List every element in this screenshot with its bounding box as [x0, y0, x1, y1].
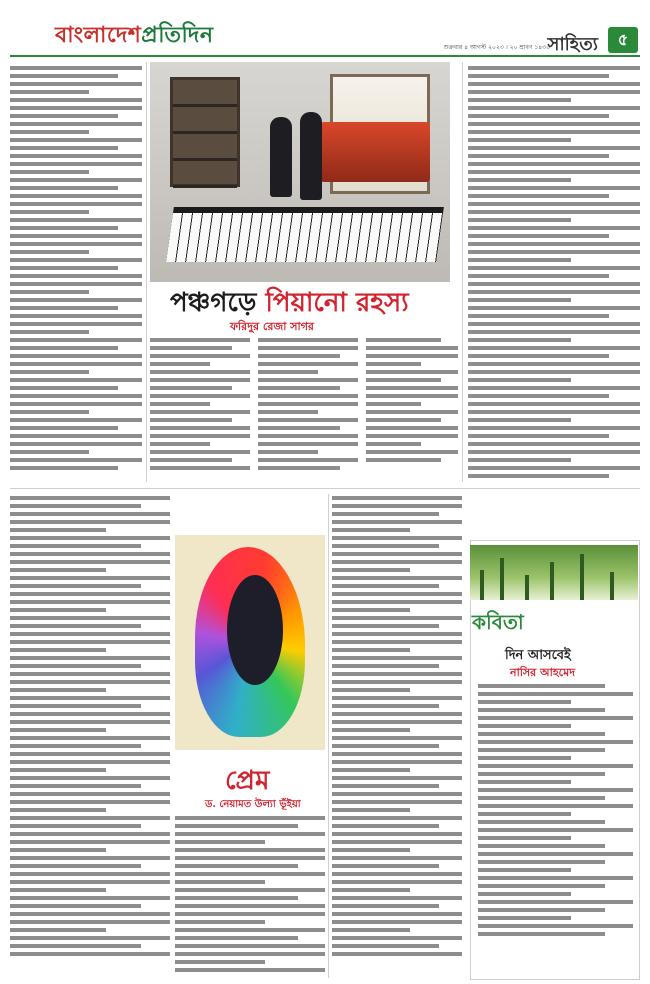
story1-column-right — [468, 66, 640, 486]
story2-illustration — [175, 535, 325, 750]
newspaper-logo — [55, 18, 214, 55]
logo-part1: বাংলাদেশ — [55, 22, 142, 48]
poem-illustration — [470, 545, 638, 600]
poem-author: নাসির আহমেদ — [510, 666, 575, 679]
story2-column-left — [10, 496, 170, 976]
poem-body — [478, 684, 633, 974]
story2-byline: ড. নেয়ামত উল্যা ভূঁইয়া — [205, 799, 301, 810]
story1-column-4 — [366, 338, 458, 478]
logo-part2: প্রতিদিন — [141, 22, 214, 48]
story1-headline-part1: পঞ্চগড়ে — [170, 288, 257, 318]
story2-column-middle — [332, 496, 462, 976]
column-rule — [462, 62, 463, 482]
story1-column-3 — [258, 338, 358, 478]
masthead — [0, 0, 650, 58]
story1-column-left — [10, 66, 142, 476]
poem-section-head: কবিতা — [472, 610, 524, 634]
story1-byline: ফরিদুর রেজা সাগর — [230, 320, 314, 333]
section-title: সাহিত্য — [547, 34, 598, 55]
column-rule — [146, 62, 147, 482]
story1-column-2 — [150, 338, 250, 478]
page-number-badge: ৫ — [608, 27, 638, 53]
dateline: শুক্রবার ৪ আগস্ট ২০২৩ । ২০ শ্রাবণ ১৪৩০ — [443, 44, 550, 51]
story1-headline-part2: পিয়ানো রহস্য — [265, 288, 409, 318]
masthead-rule — [10, 55, 640, 57]
story1-illustration — [150, 62, 450, 282]
section-divider — [10, 488, 640, 489]
poem-title: দিন আসবেই — [505, 648, 571, 663]
story2-headline: প্রেম — [225, 766, 270, 796]
column-rule — [328, 494, 329, 978]
story2-column-under-art — [175, 816, 325, 978]
